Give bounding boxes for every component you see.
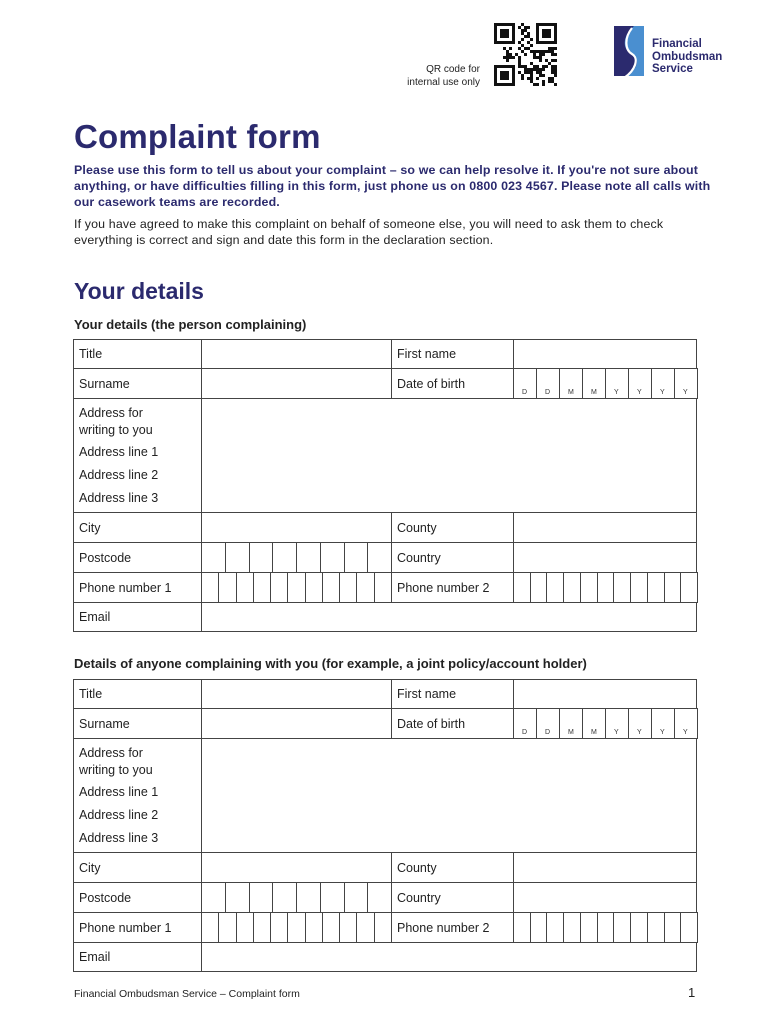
address-input[interactable] [201, 738, 697, 853]
phone1-box[interactable] [339, 912, 357, 943]
dob-placeholder-letter: Y [637, 729, 642, 736]
dob-placeholder-letter: Y [660, 389, 665, 396]
email-label: Email [79, 950, 111, 964]
postcode-box[interactable] [296, 542, 321, 573]
phone1-box[interactable] [218, 572, 236, 603]
footer-text: Financial Ombudsman Service – Complaint form [74, 988, 300, 1000]
phone2-box[interactable] [563, 572, 581, 603]
dob-label: Date of birth [397, 377, 466, 391]
address-for-label-2: writing to you [79, 423, 153, 437]
qr-label-line1: QR code for [426, 64, 480, 75]
qr-label-line2: internal use only [407, 77, 480, 88]
phone2-box[interactable] [546, 912, 564, 943]
phone2-box[interactable] [580, 572, 598, 603]
city-input[interactable] [201, 512, 392, 543]
dob-placeholder-letter: Y [683, 729, 688, 736]
dob-placeholder-letter: D [522, 729, 528, 736]
dob-placeholder-letter: M [591, 389, 597, 396]
first-name-input[interactable] [513, 679, 697, 709]
first-name-label: First name [397, 347, 457, 361]
city-input[interactable] [201, 852, 392, 883]
phone2-box[interactable] [513, 912, 531, 943]
surname-label: Surname [79, 377, 130, 391]
address-for-label: Address for [79, 406, 143, 420]
postcode-box[interactable] [367, 542, 392, 573]
phone2-box[interactable] [630, 572, 648, 603]
phone1-box[interactable] [287, 912, 305, 943]
address-for-label: Address for [79, 746, 143, 760]
section-title: Your details [74, 278, 204, 304]
postcode-box[interactable] [201, 542, 226, 573]
fos-logo-text: Financial Ombudsman Service [652, 38, 723, 75]
phone1-box[interactable] [356, 912, 374, 943]
email-input[interactable] [201, 602, 697, 632]
email-label: Email [79, 610, 111, 624]
phone2-box[interactable] [680, 912, 698, 943]
surname-input[interactable] [201, 708, 392, 739]
intro-bold-text: Please use this form to tell us about your complaint – so we can help resolve it. If you're not sure about anything, or have difficulties filling in this form, just phone us on 0800 023 4567. Please note all calls with our casework teams are recorded. [74, 163, 711, 209]
phone2-box[interactable] [613, 912, 631, 943]
phone1-label: Phone number 1 [79, 921, 172, 935]
fos-logo-icon [612, 24, 652, 80]
address-line-1-label: Address line 1 [79, 785, 159, 799]
phone1-box[interactable] [339, 572, 357, 603]
postcode-box[interactable] [296, 882, 321, 913]
postcode-box[interactable] [249, 542, 274, 573]
dob-placeholder-letter: M [568, 729, 574, 736]
phone1-box[interactable] [201, 572, 219, 603]
address-for-label-2: writing to you [79, 763, 153, 777]
postcode-box[interactable] [225, 542, 250, 573]
dob-placeholder-letter: Y [637, 389, 642, 396]
county-label: County [397, 861, 437, 875]
dob-placeholder-letter: D [545, 389, 551, 396]
postcode-box[interactable] [201, 882, 226, 913]
phone2-box[interactable] [597, 572, 615, 603]
phone2-box[interactable] [630, 912, 648, 943]
county-input[interactable] [513, 852, 697, 883]
phone1-box[interactable] [374, 572, 392, 603]
qr-code-label [380, 63, 480, 89]
phone1-box[interactable] [356, 572, 374, 603]
dob-placeholder-letter: D [545, 729, 551, 736]
phone2-box[interactable] [664, 572, 682, 603]
phone1-label: Phone number 1 [79, 581, 172, 595]
title-label: Title [79, 687, 103, 701]
phone1-box[interactable] [270, 912, 288, 943]
dob-placeholder-letter: M [568, 389, 574, 396]
title-label: Title [79, 347, 103, 361]
first-name-label: First name [397, 687, 457, 701]
city-label: City [79, 521, 101, 535]
phone1-box[interactable] [201, 912, 219, 943]
phone1-box[interactable] [236, 572, 254, 603]
phone1-box[interactable] [305, 572, 323, 603]
country-input[interactable] [513, 542, 697, 573]
phone2-box[interactable] [513, 572, 531, 603]
title-input[interactable] [201, 679, 392, 709]
first-name-input[interactable] [513, 339, 697, 369]
postcode-box[interactable] [249, 882, 274, 913]
phone1-box[interactable] [253, 572, 271, 603]
intro-plain-text: If you have agreed to make this complaint on behalf of someone else, you will need to ask them to check everything is correct and sign and date this form in the declaration section. [74, 217, 664, 247]
fos-logo [612, 24, 742, 80]
address-line-1-label: Address line 1 [79, 445, 159, 459]
city-label: City [79, 861, 101, 875]
phone1-box[interactable] [374, 912, 392, 943]
dob-placeholder-letter: Y [614, 389, 619, 396]
postcode-box[interactable] [225, 882, 250, 913]
address-line-3-label: Address line 3 [79, 831, 159, 845]
dob-placeholder-letter: M [591, 729, 597, 736]
title-input[interactable] [201, 339, 392, 369]
email-input[interactable] [201, 942, 697, 972]
county-input[interactable] [513, 512, 697, 543]
postcode-box[interactable] [367, 882, 392, 913]
postcode-label: Postcode [79, 891, 132, 905]
country-label: Country [397, 551, 441, 565]
surname-input[interactable] [201, 368, 392, 399]
county-label: County [397, 521, 437, 535]
phone2-box[interactable] [680, 572, 698, 603]
phone2-box[interactable] [613, 572, 631, 603]
phone2-label: Phone number 2 [397, 921, 490, 935]
joint-heading: Details of anyone complaining with you (for example, a joint policy/account holder) [74, 656, 587, 671]
phone2-box[interactable] [530, 572, 548, 603]
postcode-box[interactable] [272, 882, 297, 913]
phone2-box[interactable] [647, 912, 665, 943]
dob-placeholder-letter: D [522, 389, 528, 396]
phone2-label: Phone number 2 [397, 581, 490, 595]
dob-placeholder-letter: Y [660, 729, 665, 736]
postcode-box[interactable] [344, 542, 369, 573]
phone2-box[interactable] [546, 572, 564, 603]
address-input[interactable] [201, 398, 697, 513]
phone2-box[interactable] [597, 912, 615, 943]
postcode-box[interactable] [320, 542, 345, 573]
address-line-2-label: Address line 2 [79, 808, 159, 822]
country-label: Country [397, 891, 441, 905]
phone1-box[interactable] [218, 912, 236, 943]
postcode-label: Postcode [79, 551, 132, 565]
phone1-box[interactable] [270, 572, 288, 603]
dob-label: Date of birth [397, 717, 466, 731]
page-title: Complaint form [74, 118, 321, 155]
phone1-box[interactable] [253, 912, 271, 943]
address-line-2-label: Address line 2 [79, 468, 159, 482]
page-number: 1 [688, 985, 696, 1000]
phone2-box[interactable] [664, 912, 682, 943]
surname-label: Surname [79, 717, 130, 731]
phone1-box[interactable] [322, 572, 340, 603]
phone2-box[interactable] [563, 912, 581, 943]
phone1-box[interactable] [322, 912, 340, 943]
address-line-3-label: Address line 3 [79, 491, 159, 505]
dob-placeholder-letter: Y [614, 729, 619, 736]
phone1-box[interactable] [305, 912, 323, 943]
postcode-box[interactable] [320, 882, 345, 913]
phone1-box[interactable] [287, 572, 305, 603]
postcode-box[interactable] [344, 882, 369, 913]
phone2-box[interactable] [647, 572, 665, 603]
phone2-box[interactable] [530, 912, 548, 943]
person-heading: Your details (the person complaining) [74, 317, 307, 332]
dob-placeholder-letter: Y [683, 389, 688, 396]
country-input[interactable] [513, 882, 697, 913]
phone2-box[interactable] [580, 912, 598, 943]
qr-code-image [492, 22, 562, 86]
postcode-box[interactable] [272, 542, 297, 573]
phone1-box[interactable] [236, 912, 254, 943]
